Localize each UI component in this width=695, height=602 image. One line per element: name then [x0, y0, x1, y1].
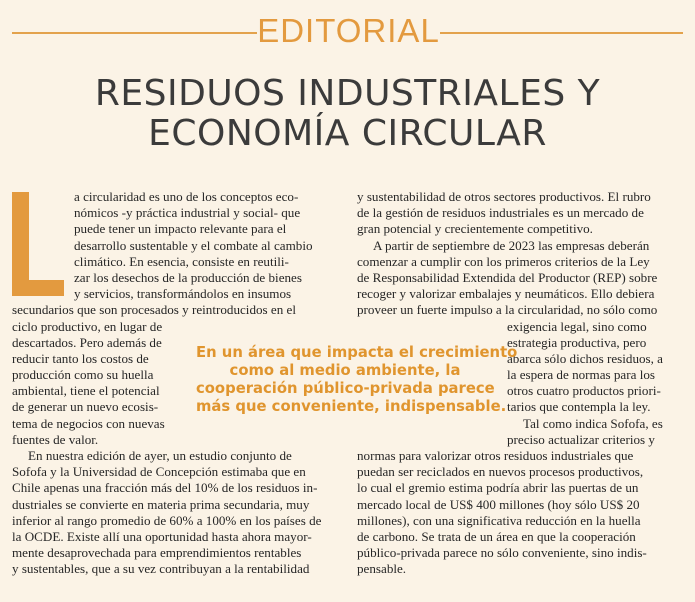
text-line: nómicos -y práctica industrial y social- que: [74, 205, 301, 221]
text-line: mente desaprovechada para emprendimientos rentables: [12, 545, 302, 561]
text-line: Tal como indica Sofofa, es: [523, 415, 663, 431]
text-line: desarrollo sustentable y el combate al cambio: [74, 237, 313, 253]
masthead-rule-left: [12, 32, 257, 34]
text-line: climático. En esencia, consiste en reutili-: [74, 253, 289, 269]
text-line: Sofofa y la Universidad de Concepción estimaba que en: [12, 464, 306, 480]
text-line: la espera de normas para los: [507, 367, 655, 383]
text-line: mercado local de US$ 400 millones (hoy sólo US$ 20: [357, 496, 640, 512]
text-line: ciclo productivo, en lugar de: [12, 318, 163, 334]
text-line: preciso actualizar criterios y: [507, 431, 655, 447]
text-line: la OCDE. Existe allí una oportunidad hasta ahora mayor-: [12, 528, 312, 544]
headline-line-1: RESIDUOS INDUSTRIALES Y: [94, 73, 601, 114]
masthead-rule-right: [440, 32, 683, 34]
text-line: tarios que contempla la ley.: [507, 399, 651, 415]
text-line: a circularidad es uno de los conceptos eco-: [74, 189, 299, 204]
text-line: público-privada parece no sólo conveniente, sino indis-: [357, 545, 647, 561]
headline: [0, 74, 695, 154]
text-line: pensable.: [357, 561, 407, 577]
text-line: En nuestra edición de ayer, un estudio conjunto de: [28, 448, 292, 463]
text-line: descartados. Pero además de: [12, 334, 162, 350]
text-line: Chile apenas una fracción más del 10% de los residuos in-: [12, 480, 318, 496]
text-line: normas para valorizar otros residuos industriales que: [357, 448, 634, 463]
text-line: reducir tanto los costos de: [12, 350, 149, 366]
pull-quote-line: como al medio ambiente, la: [229, 362, 461, 379]
text-line: fuentes de valor.: [12, 431, 99, 447]
text-line: recoger y valorizar embalajes y neumáticos. Ello debiera: [357, 286, 655, 302]
text-line: secundarios que son procesados y reintroducidos en el: [12, 302, 296, 318]
text-line: tema de negocios con nuevas: [12, 415, 165, 431]
text-line: de generar un nuevo ecosis-: [12, 399, 159, 415]
text-line: otros cuatro productos priori-: [507, 383, 661, 399]
pull-quote: [196, 344, 518, 416]
text-line: proveer un fuerte impulso a la circularidad, no sólo como: [357, 302, 658, 318]
text-line: y sustentables, que a su vez contribuyan a la rentabilidad: [12, 561, 310, 577]
headline-line-2: ECONOMÍA CIRCULAR: [148, 113, 547, 154]
masthead: [0, 0, 695, 64]
text-line: y servicios, transformándolos en insumos: [74, 286, 292, 302]
text-line: ambiental, tiene el potencial: [12, 383, 160, 399]
text-line: abarca sólo dichos residuos, a: [507, 350, 663, 366]
text-line: de carbono. Se trata de un área en que la cooperación: [357, 528, 636, 544]
text-line: lo cual el gremio estima podría abrir las puertas de un: [357, 480, 639, 496]
text-line: de Responsabilidad Extendida del Productor (REP) sobre: [357, 269, 658, 285]
text-line: gran potencial y crecientemente competitivo.: [357, 221, 593, 237]
pull-quote-line: En un área que impacta el crecimiento: [196, 344, 518, 361]
pull-quote-line: cooperación público-privada parece: [196, 380, 495, 397]
text-line: comenzar a cumplir con los primeros criterios de la Ley: [357, 253, 650, 269]
text-line: puedan ser reciclados en nuevos procesos productivos,: [357, 464, 644, 480]
text-line: estrategia productiva, pero: [507, 334, 647, 350]
text-line: de la gestión de residuos industriales es un mercado de: [357, 205, 644, 221]
text-line: producción como su huella: [12, 367, 154, 383]
text-line: exigencia legal, sino como: [507, 318, 647, 334]
text-line: zar los desechos de la producción de bienes: [74, 269, 302, 285]
text-line: y sustentabilidad de otros sectores productivos. El rubro: [357, 189, 651, 204]
pull-quote-line: más que conveniente, indispensable.: [196, 398, 507, 415]
text-line: inferior al rango promedio de 60% a 100% en los países de: [12, 512, 322, 528]
text-line: dustriales se convierte en materia prima secundaria, muy: [12, 496, 310, 512]
text-line: puede tener un impacto relevante para el: [74, 221, 287, 237]
section-label: EDITORIAL: [257, 12, 440, 49]
text-line: A partir de septiembre de 2023 las empresas deberán: [373, 237, 650, 253]
text-line: millones), con una significativa reducción en la huella: [357, 512, 641, 528]
